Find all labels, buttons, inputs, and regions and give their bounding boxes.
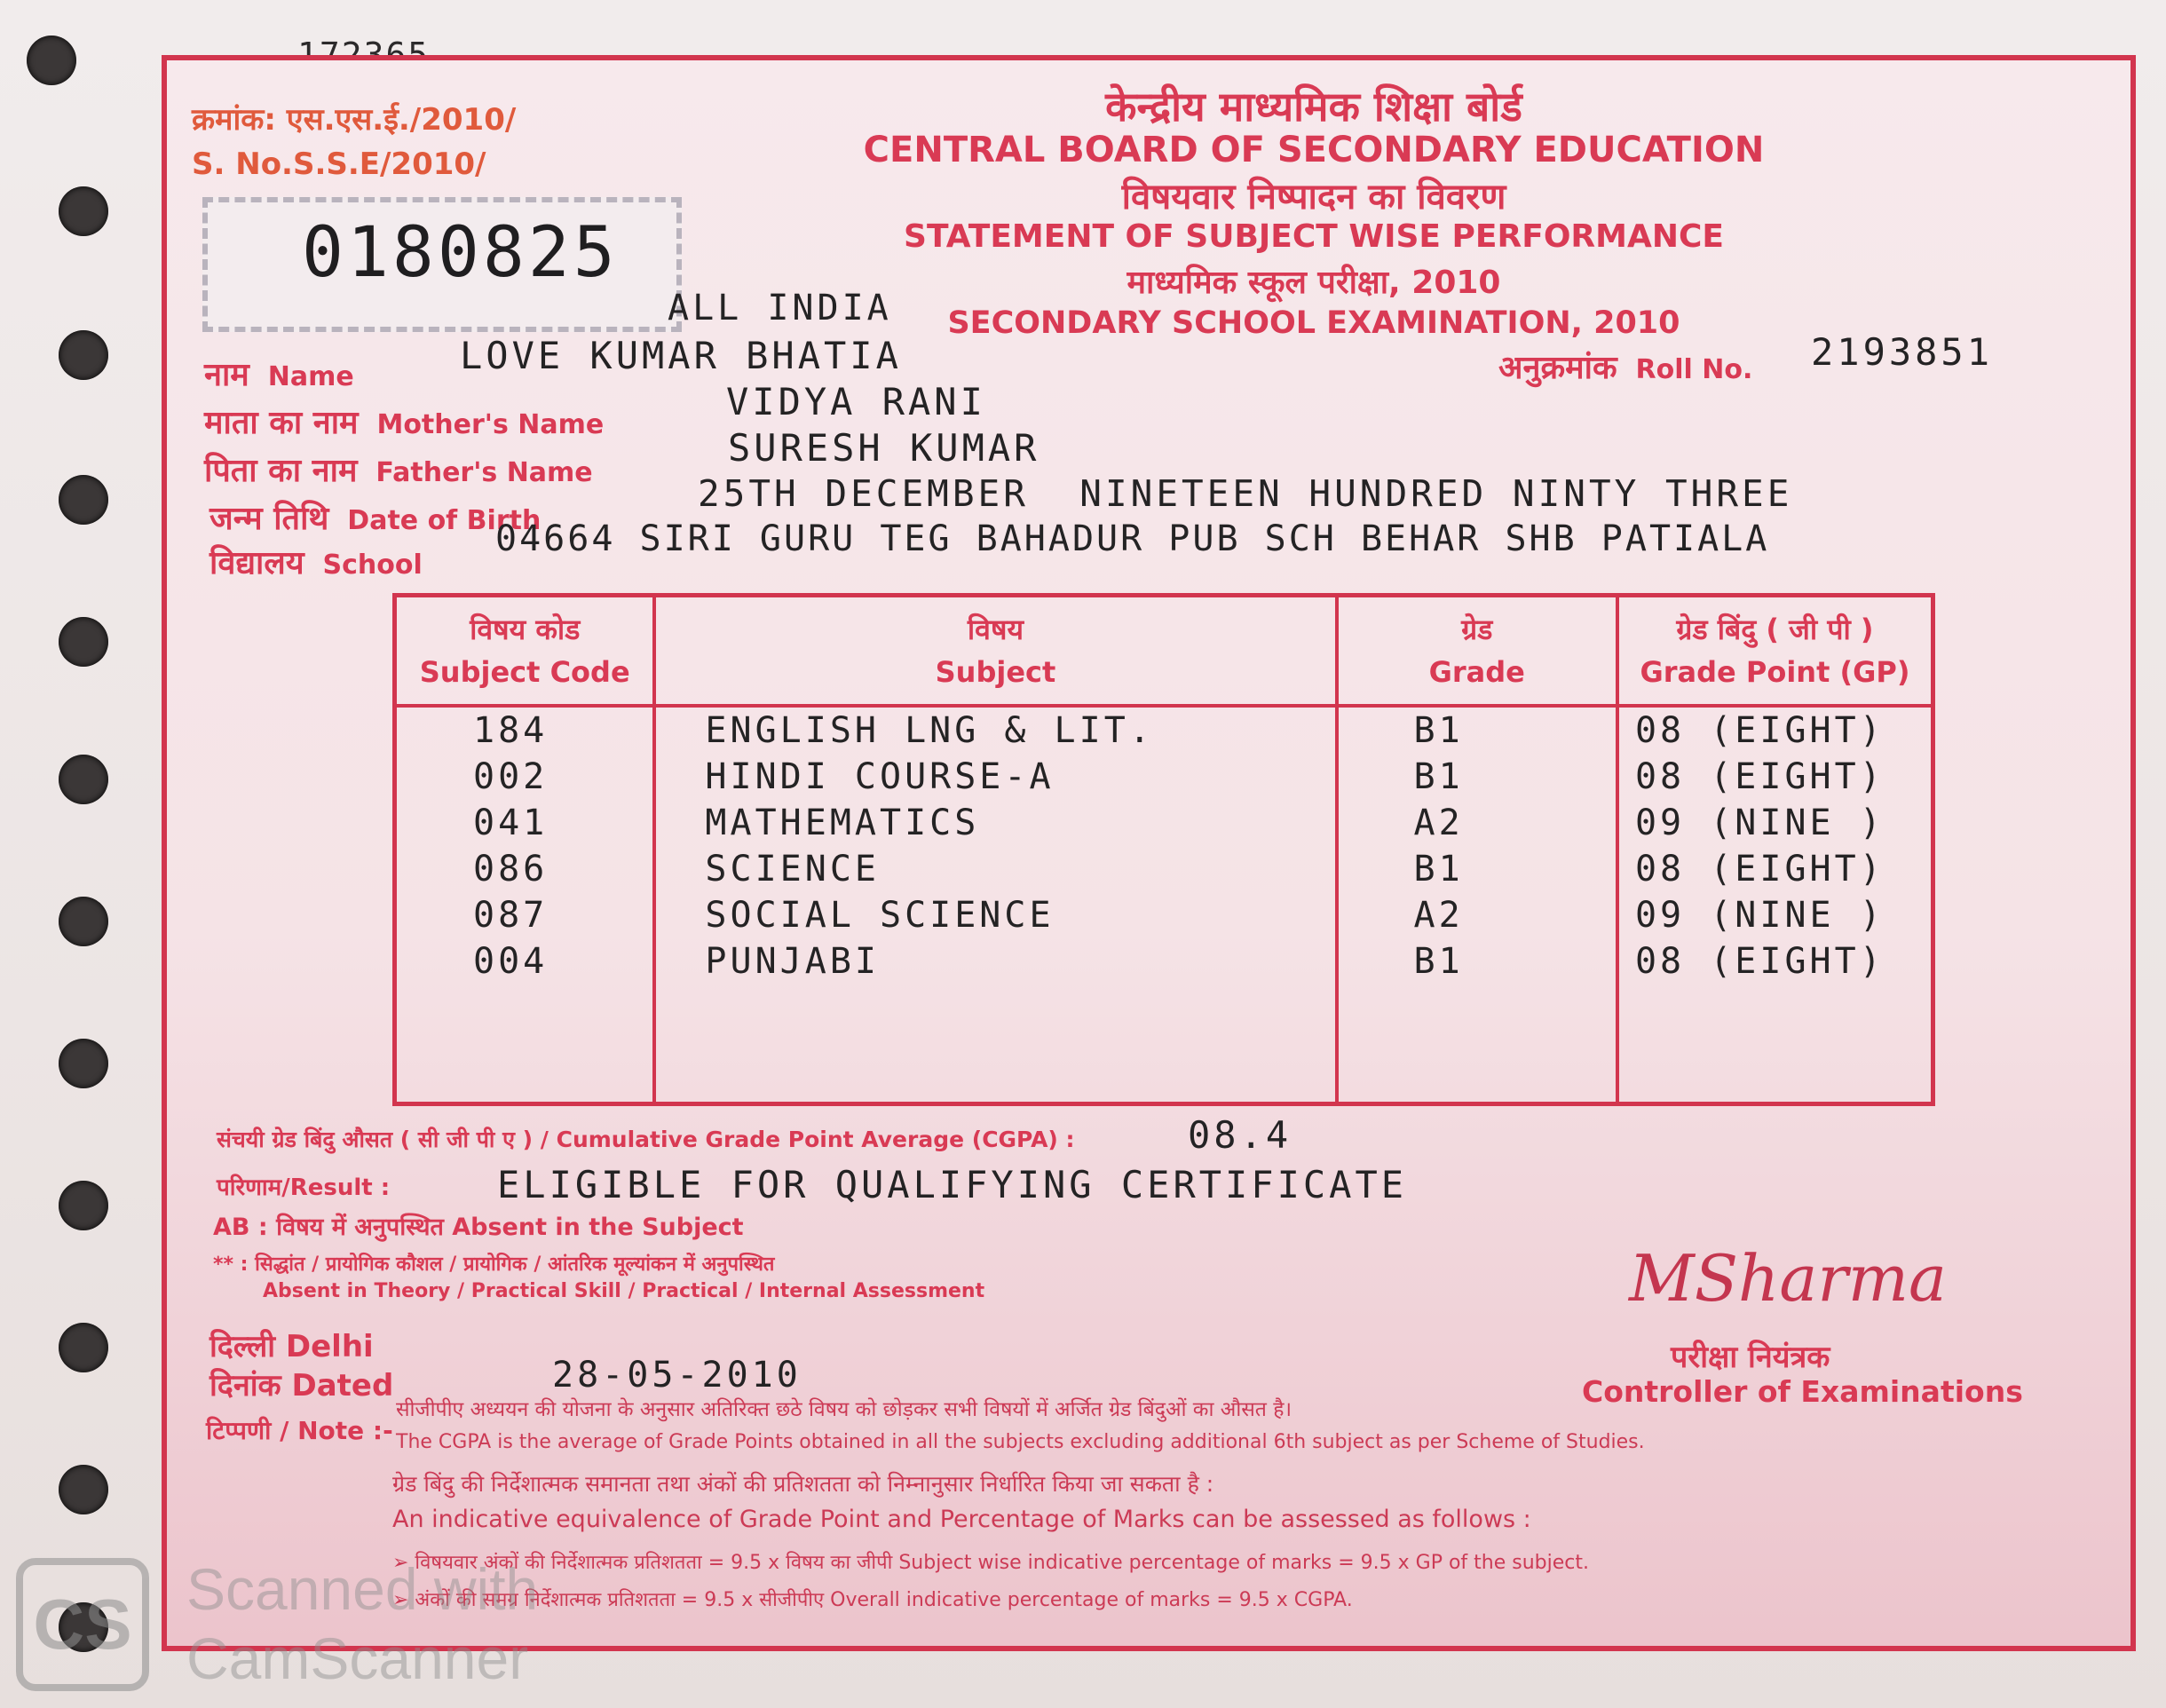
subject-name: HINDI COURSE-A <box>705 756 1055 797</box>
perforation-hole <box>59 897 108 946</box>
header-english: Subject Code <box>419 655 630 689</box>
cgpa-label: संचयी ग्रेड बिंदु औसत ( सी जी पी ए ) / Cumulative Grade Point Average (CGPA) : <box>217 1127 1075 1152</box>
statement-title-hindi: विषयवार निष्पादन का विवरण <box>1121 177 1506 217</box>
serial-label-english: S. No.S.S.E/2010/ <box>192 146 486 182</box>
table-body <box>395 706 1933 1104</box>
father-label-hindi: पिता का नाम <box>204 453 358 489</box>
result-label: परिणाम/Result : <box>217 1174 391 1201</box>
school-label-english: School <box>322 550 423 581</box>
note-line-3: ➢ विषयवार अंकों की निर्देशात्मक प्रतिशतता = 9.5 x विषय का जीपी Subject wise indicative percentage of marks = 9.5 x GP of the subject. <box>392 1552 1589 1574</box>
subject-code: 041 <box>473 803 549 843</box>
dob-label-hindi: जन्म तिथि <box>209 501 329 537</box>
subject-code: 002 <box>473 756 549 797</box>
header-grade-point <box>1617 596 1933 707</box>
issue-date: 28-05-2010 <box>552 1355 802 1396</box>
note-label: टिप्पणी / Note :- <box>206 1416 393 1445</box>
roll-number: 2193851 <box>1811 330 1994 374</box>
header-hindi: ग्रेड <box>1461 613 1493 646</box>
subject-grade-point: 08 (EIGHT) <box>1634 756 1885 797</box>
subject-grade: B1 <box>1413 710 1464 751</box>
subject-grade: B1 <box>1413 849 1464 890</box>
exam-title-english: SECONDARY SCHOOL EXAMINATION, 2010 <box>947 305 1680 341</box>
note-line-2-hindi: ग्रेड बिंदु की निर्देशात्मक समानता तथा अंकों की प्रतिशतता को निम्नानुसार निर्धारित किया जा सकता है : <box>392 1471 1214 1497</box>
subject-name: ENGLISH LNG & LIT. <box>705 710 1154 751</box>
subject-name: MATHEMATICS <box>705 803 980 843</box>
subject-grade: B1 <box>1413 756 1464 797</box>
name-label-english: Name <box>267 361 354 392</box>
exam-title-hindi: माध्यमिक स्कूल परीक्षा, 2010 <box>1126 265 1501 301</box>
place-label: दिल्ली Delhi <box>209 1329 374 1364</box>
perforation-hole <box>59 1181 108 1230</box>
header-grade <box>1337 596 1617 707</box>
subject-code: 086 <box>473 849 549 890</box>
subject-table <box>392 593 1935 1106</box>
subject-name: PUNJABI <box>705 941 880 982</box>
note-line-2-english: An indicative equivalence of Grade Point and Percentage of Marks can be assessed as follows : <box>392 1506 1531 1533</box>
dob-label-english: Date of Birth <box>347 505 542 536</box>
father-label <box>204 447 593 491</box>
camscanner-logo: CS <box>16 1558 149 1691</box>
subject-code: 087 <box>473 895 549 936</box>
note-line-1-english: The CGPA is the average of Grade Points obtained in all the subjects excluding additional 6th subject as per Scheme of Studies. <box>396 1431 1645 1453</box>
column-grade-point <box>1617 706 1933 1104</box>
header-subject-code <box>395 596 655 707</box>
watermark-line-2: CamScanner <box>186 1625 529 1691</box>
mother-name: VIDYA RANI <box>726 380 986 423</box>
result-value: ELIGIBLE FOR QUALIFYING CERTIFICATE <box>497 1163 1408 1206</box>
subject-grade-point: 08 (EIGHT) <box>1634 941 1885 982</box>
controller-title-hindi: परीक्षा नियंत्रक <box>1671 1340 1830 1375</box>
table-header-row <box>395 596 1933 707</box>
perforation-hole <box>59 475 108 525</box>
perforation-hole <box>59 617 108 667</box>
board-title-hindi: केन्द्रीय माध्यमिक शिक्षा बोर्ड <box>1105 83 1522 130</box>
subject-grade-point: 09 (NINE ) <box>1634 803 1885 843</box>
note-line-4: ➢ अंकों की समग्र निर्देशात्मक प्रतिशतता = 9.5 x सीजीपीए Overall indicative percentage of marks = 9.5 x CGPA. <box>392 1589 1353 1611</box>
controller-signature: MSharma <box>1629 1241 1947 1316</box>
roll-label-hindi: अनुक्रमांक <box>1498 350 1617 386</box>
perforation-hole <box>59 330 108 380</box>
name-label-hindi: नाम <box>204 357 249 393</box>
column-subject-code <box>395 706 655 1104</box>
absent-assessment-hindi: ** : सिद्धांत / प्रायोगिक कौशल / प्रायोगिक / आंतरिक मूल्यांकन में अनुपस्थित <box>213 1253 775 1276</box>
perforation-hole <box>59 186 108 236</box>
perforation-hole <box>27 36 76 85</box>
header-subject <box>654 596 1336 707</box>
board-title-english: CENTRAL BOARD OF SECONDARY EDUCATION <box>863 130 1765 170</box>
school-label <box>209 540 423 583</box>
mother-label-hindi: माता का नाम <box>204 405 359 441</box>
dob-label <box>209 495 541 539</box>
header-english: Grade <box>1428 655 1525 689</box>
serial-label-hindi: क्रमांक: एस.एस.ई./2010/ <box>192 102 517 138</box>
dated-label: दिनांक Dated <box>209 1368 394 1404</box>
subject-grade: A2 <box>1413 803 1464 843</box>
date-of-birth: 25TH DECEMBER NINETEEN HUNDRED NINTY THREE <box>698 472 1793 515</box>
statement-title-english: STATEMENT OF SUBJECT WISE PERFORMANCE <box>904 218 1724 255</box>
cgpa-value: 08.4 <box>1188 1113 1292 1157</box>
perforation-hole <box>59 1465 108 1514</box>
watermark-line-1: Scanned with <box>186 1556 539 1622</box>
subject-grade: A2 <box>1413 895 1464 936</box>
absent-legend: AB : विषय में अनुपस्थित Absent in the Subject <box>213 1214 744 1241</box>
note-line-1-hindi: सीजीपीए अध्ययन की योजना के अनुसार अतिरिक्त छठे विषय को छोड़कर सभी विषयों में अर्जित ग्रेड बिंदुओं का औसत है। <box>396 1398 1292 1421</box>
father-name: SURESH KUMAR <box>728 426 1040 470</box>
subject-code: 004 <box>473 941 549 982</box>
perforation-hole <box>59 755 108 804</box>
column-grade <box>1337 706 1617 1104</box>
subject-grade-point: 09 (NINE ) <box>1634 895 1885 936</box>
mother-label-english: Mother's Name <box>376 409 605 440</box>
subject-grade-point: 08 (EIGHT) <box>1634 710 1885 751</box>
all-india-label: ALL INDIA <box>668 288 892 328</box>
roll-label <box>1498 344 1752 388</box>
perforation-hole <box>59 1039 108 1088</box>
subject-name: SCIENCE <box>705 849 880 890</box>
header-english: Subject <box>935 655 1056 689</box>
father-label-english: Father's Name <box>375 457 593 488</box>
header-hindi: विषय <box>967 613 1024 646</box>
header-english: Grade Point (GP) <box>1640 655 1910 689</box>
perforation-hole <box>59 1323 108 1372</box>
controller-title-english: Controller of Examinations <box>1582 1374 2023 1409</box>
name-label <box>204 352 354 395</box>
mother-label <box>204 399 604 443</box>
subject-code: 184 <box>473 710 549 751</box>
candidate-name: LOVE KUMAR BHATIA <box>460 334 902 377</box>
header-hindi: विषय कोड <box>470 613 581 646</box>
column-subject <box>654 706 1336 1104</box>
header-hindi: ग्रेड बिंदु ( जी पी ) <box>1676 613 1874 646</box>
subject-grade-point: 08 (EIGHT) <box>1634 849 1885 890</box>
subject-grade: B1 <box>1413 941 1464 982</box>
school-name: 04664 SIRI GURU TEG BAHADUR PUB SCH BEHAR SHB PATIALA <box>495 518 1770 559</box>
roll-label-english: Roll No. <box>1635 354 1753 385</box>
serial-stamped-number: 0180825 <box>302 213 619 293</box>
school-label-hindi: विद्यालय <box>209 545 304 581</box>
absent-assessment-english: Absent in Theory / Practical Skill / Practical / Internal Assessment <box>263 1280 985 1302</box>
subject-name: SOCIAL SCIENCE <box>705 895 1055 936</box>
